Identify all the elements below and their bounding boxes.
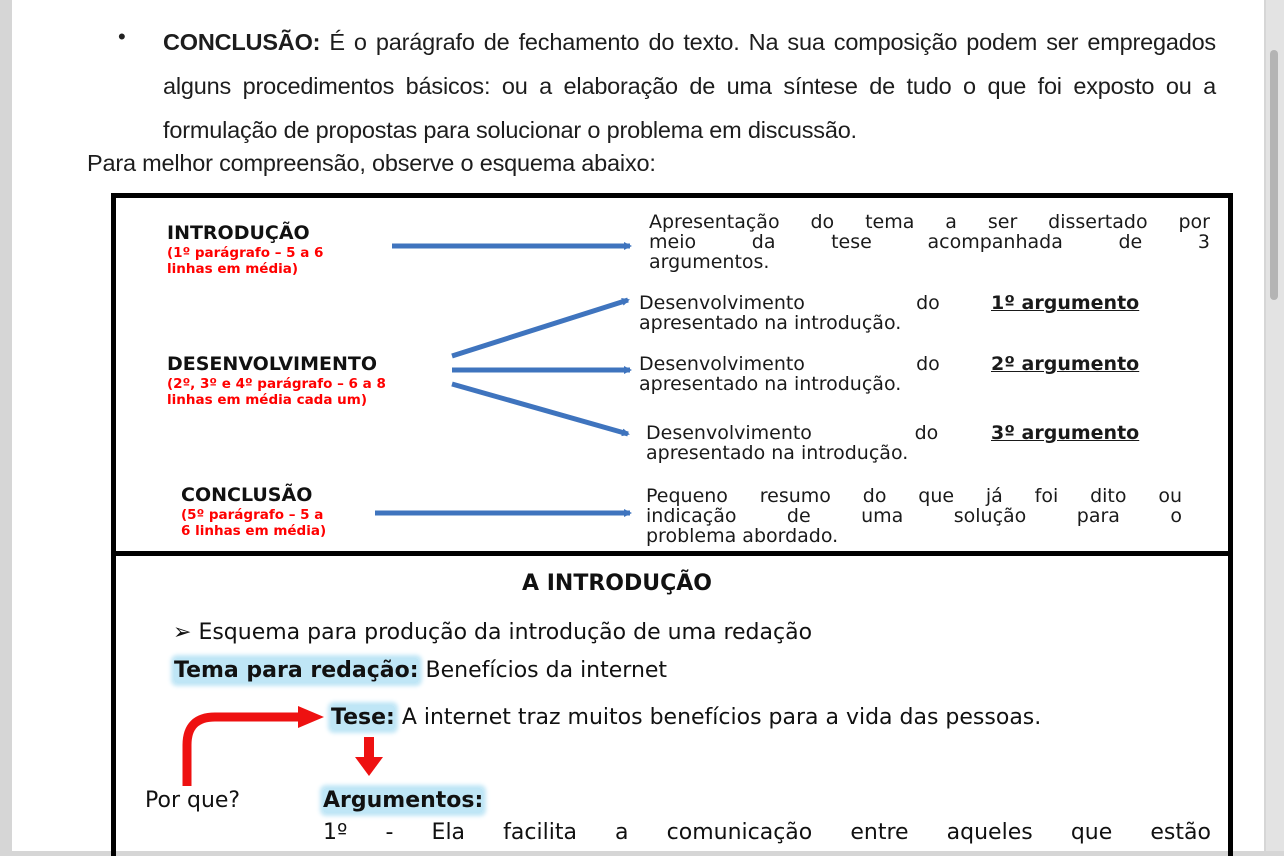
label-desenvolvimento: DESENVOLVIMENTO — [167, 353, 378, 375]
tema-line — [174, 658, 667, 683]
desc-arg1 — [639, 293, 1213, 333]
desc-arg1-arg: 1º argumento — [991, 292, 1140, 314]
label-introducao: INTRODUÇÃO — [167, 222, 310, 244]
desc-arg2-line2: apresentado na introdução. — [639, 373, 902, 395]
arg1-word: Ela — [431, 820, 466, 845]
note-introducao-1: (1º parágrafo – 5 a 6 — [167, 245, 324, 261]
list-bullet: • — [118, 24, 126, 49]
tese-label: Tese: — [331, 705, 395, 730]
desc-conclusao-line2: indicação de uma solução para o — [646, 505, 1182, 527]
desc-arg2-word: Desenvolvimento — [639, 353, 805, 375]
section-heading: A INTRODUÇÃO — [522, 571, 712, 596]
argumentos-label: Argumentos: — [323, 788, 484, 813]
red-curved-arrowhead — [298, 706, 324, 728]
desc-conclusao-line1: Pequeno resumo do que já foi dito ou — [646, 485, 1182, 507]
desc-introducao-line2: meio da tese acompanhada de 3 — [649, 231, 1210, 253]
arg1-word: aqueles — [946, 820, 1033, 845]
argument-1-line — [323, 820, 1211, 845]
note-desenvolvimento-1: (2º, 3º e 4º parágrafo – 6 a 8 — [167, 376, 386, 392]
desc-arg1-line1 — [639, 293, 1213, 313]
desc-arg1-line2: apresentado na introdução. — [639, 312, 902, 334]
desc-arg3-arg: 3º argumento — [991, 422, 1140, 444]
arg1-word: a — [615, 820, 629, 845]
note-conclusao-1: (5º parágrafo – 5 a — [181, 507, 324, 523]
arg1-word: facilita — [503, 820, 577, 845]
arg1-word: 1º — [323, 820, 348, 845]
desc-arg3-line2: apresentado na introdução. — [646, 442, 909, 464]
red-curved-arrow — [187, 717, 302, 786]
desc-arg3 — [646, 423, 1210, 463]
arg1-word: - — [385, 820, 394, 845]
conclusion-label: CONCLUSÃO: — [163, 29, 321, 55]
arg1-word: comunicação — [666, 820, 813, 845]
desc-arg3-word: Desenvolvimento — [646, 422, 812, 444]
argumentos-line — [323, 788, 483, 813]
desc-arg3-do: do — [914, 422, 939, 444]
desc-arg2 — [639, 354, 1213, 394]
conclusion-text: É o parágrafo de fechamento do texto. Na sua composição podem ser empregados alguns procedimentos básicos: ou a elaboração de uma síntese de tudo o que foi exposto ou a formulação de propostas para solucionar o problema em discussão. — [163, 29, 1216, 143]
red-down-arrow-shaft — [364, 737, 374, 759]
desc-conclusao — [646, 486, 1182, 546]
note-introducao-2: linhas em média) — [167, 261, 299, 277]
desc-introducao — [649, 212, 1210, 272]
tese-value: A internet traz muitos benefícios para a vida das pessoas. — [401, 705, 1042, 730]
desc-arg3-line1 — [646, 423, 1210, 443]
desc-conclusao-line3: problema abordado. — [646, 525, 839, 547]
desc-arg1-do: do — [916, 292, 940, 314]
desc-arg1-word: Desenvolvimento — [639, 292, 805, 314]
tese-line — [331, 705, 1041, 730]
por-que-label: Por que? — [145, 788, 241, 813]
desc-introducao-line1: Apresentação do tema a ser dissertado por — [649, 211, 1210, 233]
arg1-word: entre — [850, 820, 909, 845]
desc-arg2-arg: 2º argumento — [991, 353, 1140, 375]
desc-arg2-do: do — [916, 353, 940, 375]
bullet-esquema-text: Esquema para produção da introdução de uma redação — [198, 620, 813, 645]
red-down-arrowhead — [355, 757, 383, 776]
arrow-arg1 — [452, 300, 628, 356]
desc-arg2-line1 — [639, 354, 1213, 374]
arg1-word: que — [1070, 820, 1113, 845]
label-conclusao: CONCLUSÃO — [181, 484, 313, 506]
note-conclusao-2: 6 linhas em média) — [181, 523, 327, 539]
arg1-word: estão — [1150, 820, 1211, 845]
lead-in-text: Para melhor compreensão, observe o esquema abaixo: — [87, 150, 656, 176]
arrow-arg3 — [452, 384, 628, 434]
arrow-bullet-icon: ➢ — [173, 620, 192, 645]
tema-value: Benefícios da internet — [425, 658, 668, 683]
desc-introducao-line3: argumentos. — [649, 251, 770, 273]
tema-label: Tema para redação: — [174, 658, 419, 683]
bullet-esquema — [173, 620, 812, 645]
note-desenvolvimento-2: linhas em média cada um) — [167, 392, 368, 408]
